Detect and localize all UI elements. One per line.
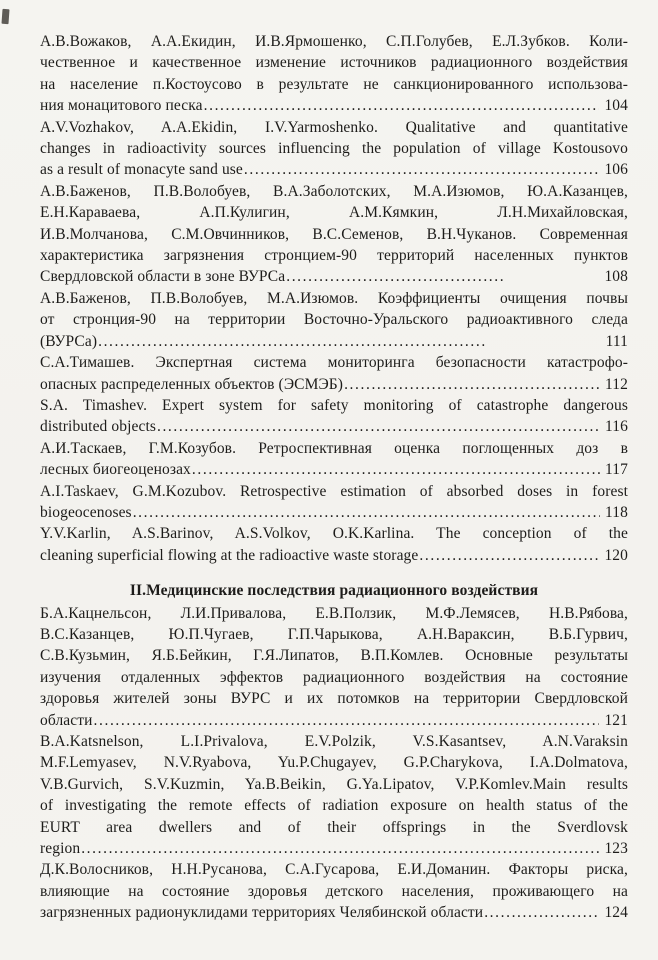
toc-entry-lastline-text: biogeocenoses (40, 503, 132, 521)
toc-entry-lastline (40, 502, 628, 523)
dot-leader (484, 902, 599, 923)
toc-entry-lastline-text: Свердловской области в зоне ВУРСа (40, 268, 286, 286)
toc-entry-line: А.И.Таскаев, Г.М.Козубов. Ретроспективная оценка поглощенных доз в (40, 439, 628, 457)
toc-entry-lastline (40, 95, 628, 116)
toc-entry (40, 731, 628, 859)
toc-entry-line: А.В.Баженов, П.В.Волобуев, В.А.Заболотских, М.А.Изюмов, Ю.А.Казанцев, (40, 182, 628, 200)
page-number: 121 (604, 711, 628, 729)
toc-entry (40, 395, 628, 438)
toc-entry-lastline (40, 374, 628, 395)
toc-entry-line: на население п.Костоусово в результате не санкционированного использова- (40, 75, 628, 93)
toc-entry-line: Е.Н.Караваева, А.П.Кулигин, А.М.Кямкин, Л.Н.Михайловская, (40, 204, 628, 222)
table-of-contents (40, 31, 628, 924)
toc-entry-line: Б.А.Кацнельсон, Л.И.Привалова, Е.В.Ползик, М.Ф.Лемясев, Н.В.Рябова, (40, 604, 628, 622)
page-number: 106 (604, 161, 628, 179)
toc-entry-lastline (40, 838, 628, 859)
toc-entry-line: изучения отдаленных эффектов радиационного воздействия на состояние (40, 668, 628, 686)
toc-entry-line: С.В.Кузьмин, Я.Б.Бейкин, Г.Я.Липатов, В.П.Комлев. Основные результаты (40, 647, 628, 665)
toc-entry (40, 181, 628, 288)
toc-entry-lastline (40, 159, 628, 180)
toc-entry-line: влияющие на состояние здоровья детского населения, проживающего на (40, 882, 628, 900)
page-number: 123 (604, 840, 628, 858)
toc-entry (40, 859, 628, 923)
page-number: 111 (605, 332, 628, 350)
dot-leader (98, 331, 485, 352)
toc-entry (40, 117, 628, 181)
toc-entry-lastline-text: ния монацитового песка (40, 97, 203, 115)
toc-entry-line: A.V.Vozhakov, A.A.Ekidin, I.V.Yarmoshenko. Qualitative and quantitative (40, 118, 628, 136)
toc-entry (40, 438, 628, 481)
toc-entry-line: of investigating the remote effects of radiation exposure on health status of the (40, 797, 628, 815)
dot-leader (419, 545, 599, 566)
page-number: 108 (604, 268, 628, 286)
toc-entry-line: характеристика загрязнения стронцием-90 территорий населенных пунктов (40, 247, 628, 265)
toc-entry-line: V.B.Gurvich, S.V.Kuzmin, Ya.B.Beikin, G.Ya.Lipatov, V.P.Komlev.Main results (40, 775, 628, 793)
toc-entry (40, 481, 628, 524)
dot-leader (133, 502, 600, 523)
dot-leader (204, 95, 600, 116)
toc-entry (40, 603, 628, 731)
toc-entry-lastline (40, 710, 628, 731)
page-number: 120 (604, 546, 628, 564)
toc-entry-line: А.В.Вожаков, А.А.Екидин, И.В.Ярмошенко, С.П.Голубев, Е.Л.Зубков. Коли- (40, 33, 628, 50)
dot-leader (344, 374, 600, 395)
toc-entry-line: от стронция-90 на территории Восточно-Уральского радиоактивного следа (40, 311, 628, 329)
page-number: 116 (605, 418, 628, 436)
page-number: 112 (605, 375, 628, 393)
toc-entry-lastline-text: region (40, 840, 81, 858)
toc-entry-line: Y.V.Karlin, A.S.Barinov, A.S.Volkov, O.K.Karlina. The conception of the (40, 525, 628, 543)
toc-entry-line: И.В.Молчанова, С.М.Овчинников, В.С.Семенов, В.Н.Чуканов. Современная (40, 225, 628, 243)
toc-entry-lastline-text: опасных распределенных объектов (ЭСМЭБ) (40, 375, 344, 393)
toc-entry-lastline (40, 331, 628, 352)
toc-entry (40, 288, 628, 352)
dot-leader (244, 159, 600, 180)
toc-entry-lastline-text: загрязненных радионуклидами территориях Челябинской области (40, 904, 484, 922)
toc-entry-lastline-text: cleaning superficial flowing at the radioactive waste storage (40, 546, 419, 564)
page-number: 117 (605, 461, 628, 479)
toc-entry-lastline-text: (ВУРСа) (40, 332, 98, 350)
toc-entry-lastline (40, 459, 628, 480)
toc-entry-line: Д.К.Волосников, Н.Н.Русанова, С.А.Гусарова, Е.И.Доманин. Факторы риска, (40, 861, 628, 879)
toc-entry-lastline-text: as a result of monacyte sand use (40, 161, 243, 179)
dot-leader (81, 838, 599, 859)
toc-entry-line: S.A. Timashev. Expert system for safety monitoring of catastrophe dangerous (40, 396, 628, 414)
toc-entry-lastline (40, 545, 628, 566)
toc-entry-line: чественное и качественное изменение источников радиационного воздействия (40, 54, 628, 72)
toc-entry-line: M.F.Lemyasev, N.V.Ryabova, Yu.P.Chugayev, G.P.Charykova, I.A.Dolmatova, (40, 754, 628, 772)
toc-entry-line: changes in radioactivity sources influencing the population of village Kostousovo (40, 140, 628, 158)
toc-entry-line: EURT area dwellers and of their offsprings in the Sverdlovsk (40, 818, 628, 836)
section-heading: II.Медицинские последствия радиационного воздействия (129, 582, 539, 600)
toc-entry-line: B.A.Katsnelson, L.I.Privalova, E.V.Polzik, V.S.Kasantsev, A.N.Varaksin (40, 733, 628, 750)
toc-entry-lastline (40, 416, 628, 437)
toc-entry-lastline-text: лесных биогеоценозах (40, 461, 191, 479)
toc-entry-line: А.В.Баженов, П.В.Волобуев, М.А.Изюмов. Коэффициенты очищения почвы (40, 289, 628, 307)
toc-entry-line: A.I.Taskaev, G.M.Kozubov. Retrospective estimation of absorbed doses in forest (40, 482, 628, 500)
toc-entry-lastline-text: области (40, 711, 93, 729)
toc-entry-lastline (40, 902, 628, 923)
toc-entry-line: С.А.Тимашев. Экспертная система мониторинга безопасности катастрофо- (40, 354, 628, 372)
dot-leader (94, 710, 600, 731)
toc-entry-line: здоровья жителей зоны ВУРС и их потомков на территории Свердловской (40, 690, 628, 708)
toc-entry (40, 352, 628, 395)
toc-entry-lastline (40, 266, 628, 287)
toc-entry (40, 523, 628, 566)
toc-entry-lastline-text: distributed objects (40, 418, 156, 436)
toc-entry (40, 31, 628, 117)
page-number: 124 (604, 904, 628, 922)
toc-entry-line: В.С.Казанцев, Ю.П.Чугаев, Г.П.Чарыкова, А.Н.Вараксин, В.Б.Гурвич, (40, 625, 628, 643)
scan-artifact (1, 9, 9, 24)
dot-leader (157, 416, 600, 437)
dot-leader (192, 459, 600, 480)
dot-leader (286, 266, 504, 287)
page-number: 118 (605, 503, 628, 521)
page-number: 104 (604, 97, 628, 115)
